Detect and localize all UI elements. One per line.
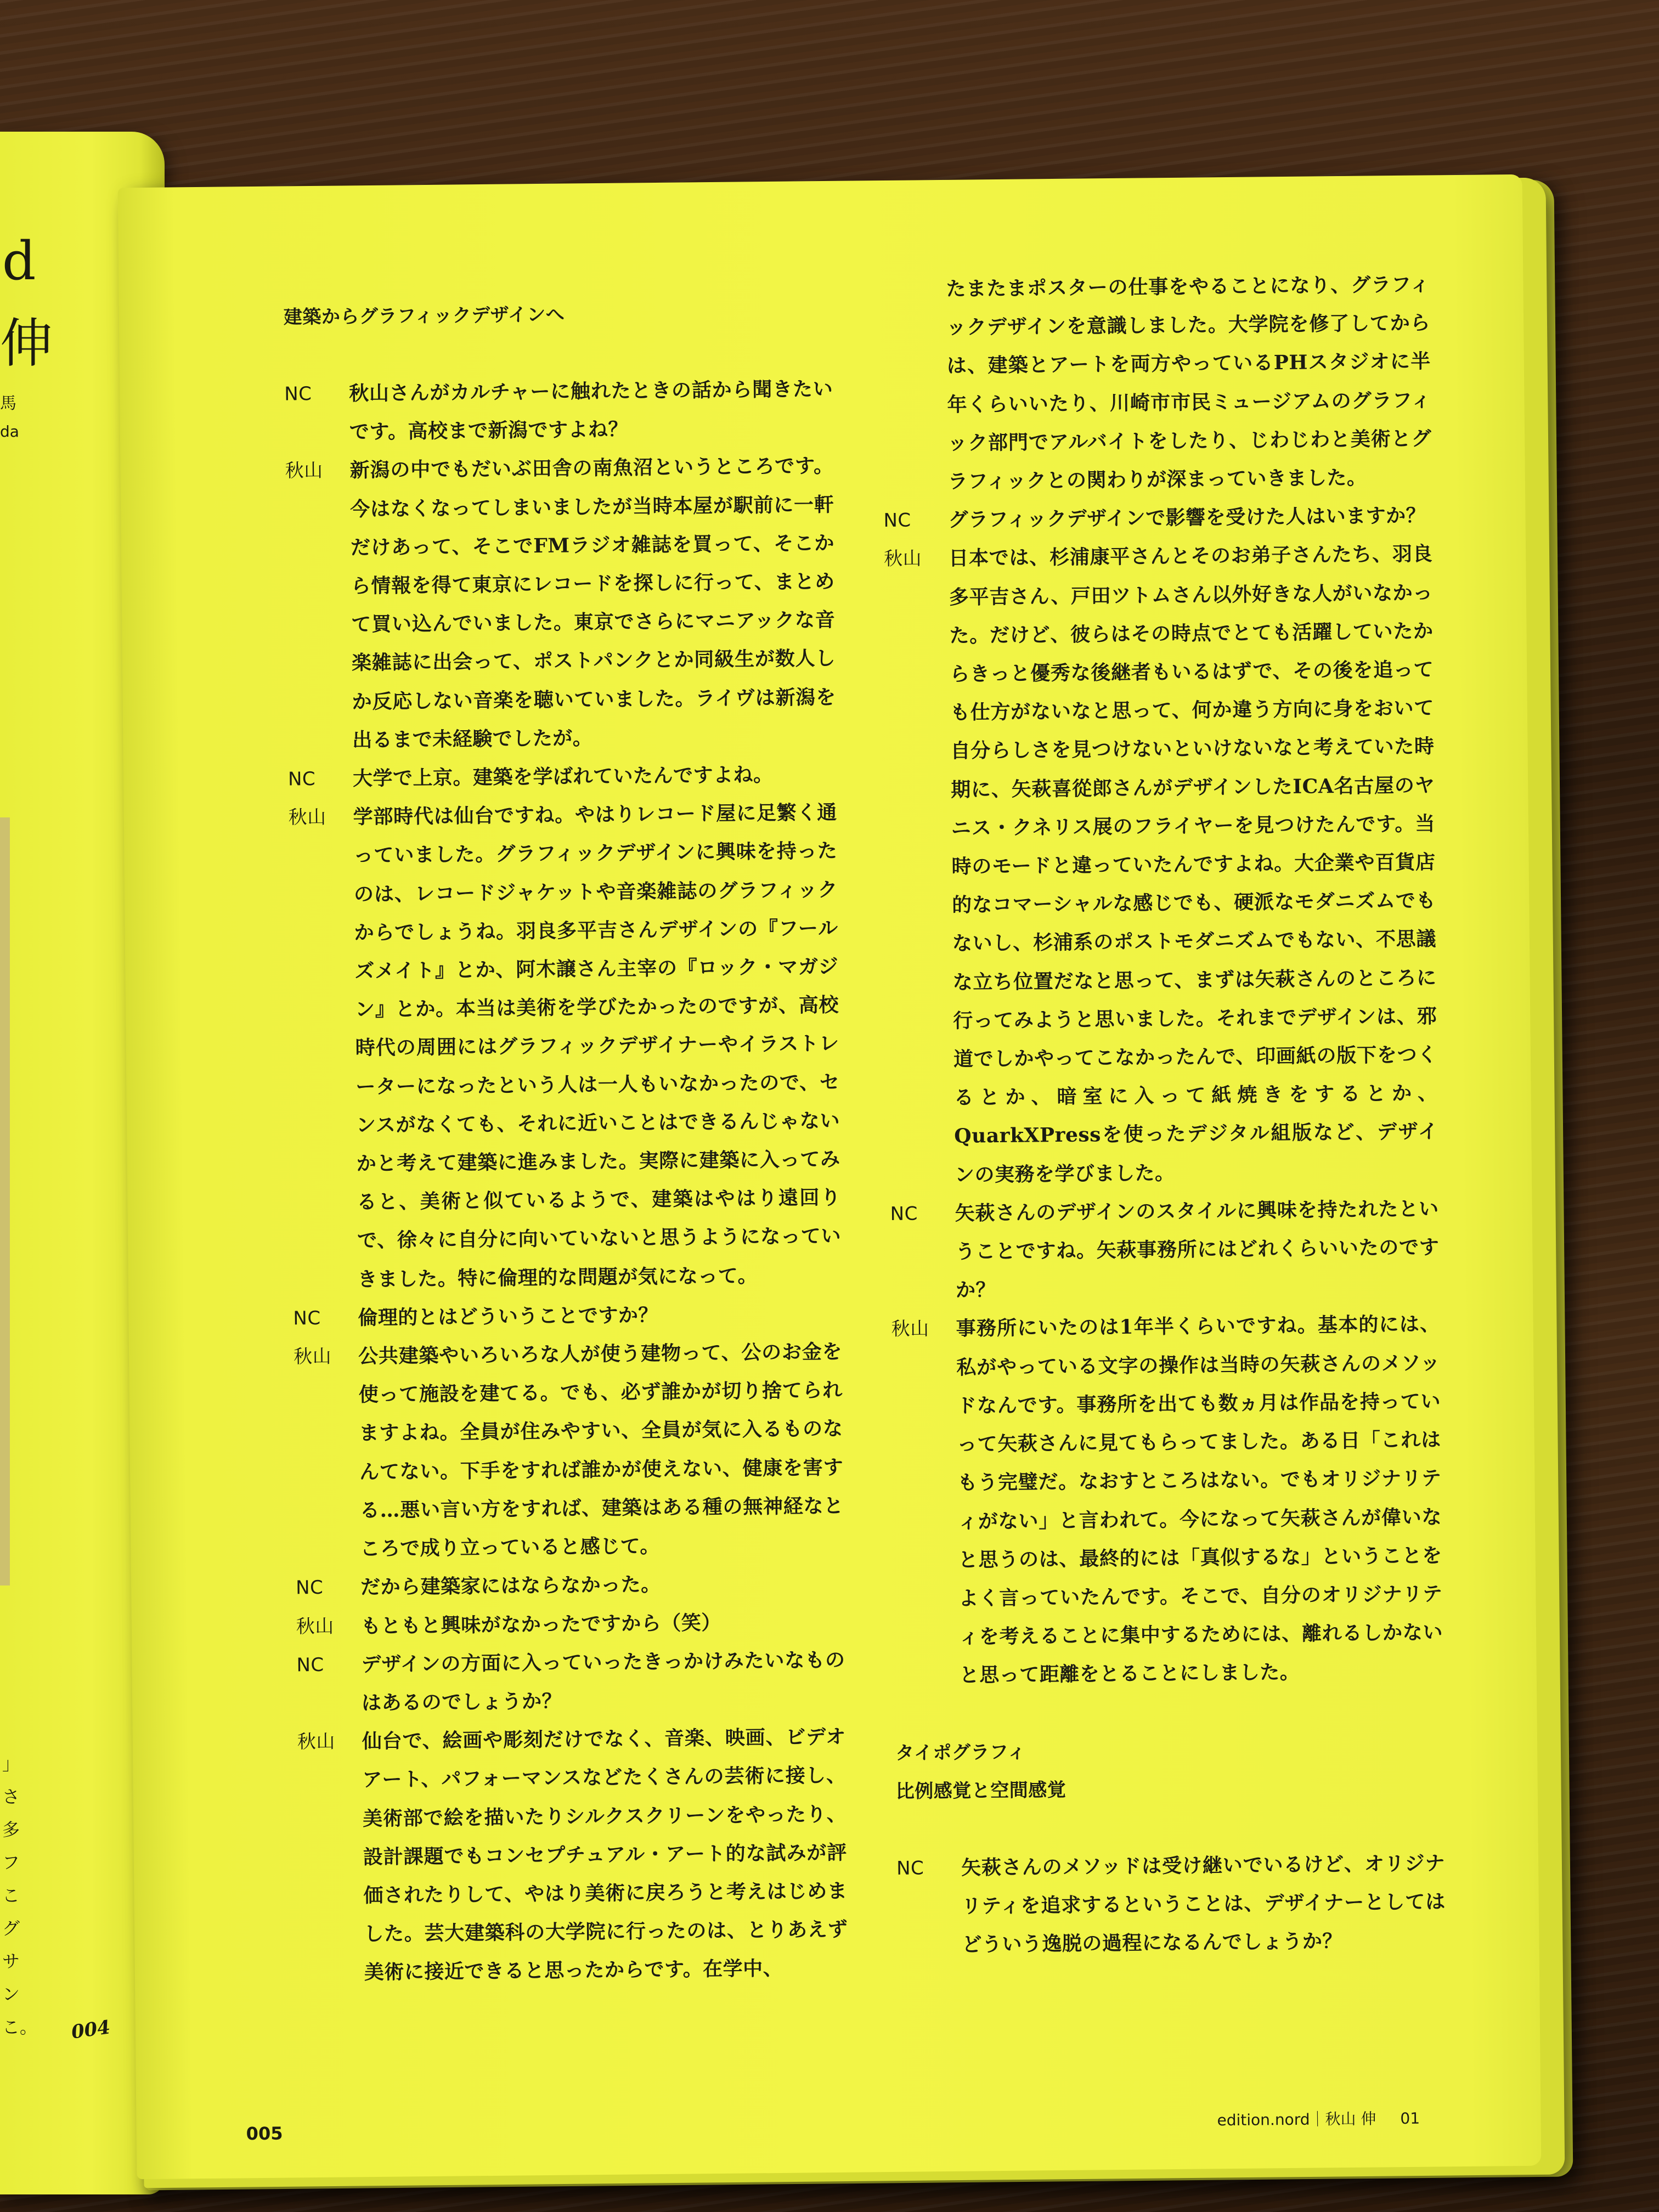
speech-text: 学部時代は仙台ですね。やはりレコード屋に足繁く通っていました。グラフィックデザインに興味を持ったのは、レコードジャケットや音楽雑誌のグラフィックからでしょうね。羽良多平吉さんデザインの『フールズメイト』とか、阿木譲さん主宰の『ロック・マガジン』とか。本当は美術を学びたかったのですが、高校時代の周囲にはグラフィックデザイナーやイラストレーターになったという人は一人もいなかったので、センスがなくても、それに近いことはできるんじゃないかと考えて建築に進みました。実際に建築に入ってみると、美術と似ているようで、建築はやはり遠回りで、徐々に自分に向いていないと思うようになっていきました。特に倫理的な問題が気になって。 [353, 801, 842, 1291]
running-head: edition.nord｜秋山 伸 [1217, 2109, 1376, 2130]
dialogue-turn [883, 496, 1432, 540]
speaker-label: 秋山 [288, 806, 326, 829]
running-footer [1217, 2107, 1420, 2131]
left-column [284, 293, 849, 1993]
section-number: 01 [1400, 2109, 1420, 2128]
left-fragment: フ [2, 1852, 20, 1873]
left-fragment: da [0, 422, 19, 441]
left-fragment: 」 [2, 1753, 20, 1774]
speech-text: グラフィックデザインで影響を受けた人はいますか？ [948, 504, 1426, 532]
left-fragment: d [2, 230, 36, 292]
dialogue-turn [296, 1640, 845, 1723]
dialogue-turn [891, 1305, 1443, 1696]
speaker-label: NC [295, 1577, 324, 1599]
section-heading: タイポグラフィ [895, 1741, 1026, 1764]
dialogue-turn [284, 370, 833, 452]
left-fragment: 伸 [0, 313, 53, 374]
dialogue-turn [896, 1844, 1446, 1965]
speaker-label: NC [890, 1203, 918, 1225]
section-heading: 建築からグラフィックデザインへ [283, 303, 565, 329]
speech-text: 矢萩さんのデザインのスタイルに興味を持たれたということですね。矢萩事務所にはどれくらいいたのですか？ [955, 1197, 1440, 1302]
section-gap [895, 1690, 1444, 1734]
left-page-folio: 004 [70, 2016, 112, 2044]
speech-text: だから建築家にはならなかった。 [360, 1573, 661, 1599]
section-gap [896, 1805, 1445, 1849]
speaker-label: NC [293, 1307, 321, 1330]
speaker-label: 秋山 [884, 548, 922, 571]
section-heading: 比例感覚と空間感覚 [895, 1779, 1066, 1803]
speaker-label: 秋山 [285, 460, 323, 482]
speech-text: 日本では、杉浦康平さんとそのお弟子さんたち、羽良多平吉さん、戸田ツトムさん以外好きな人がいなかった。だけど、彼らはその時点でとても活躍していたからきっと優秀な後継者もいるはずで、その後を追っても仕方がないなと思って、何か違う方向に身をおいて自分らしさを見つけないといけないなと考えていた時期に、矢萩喜從郎さんがデザインしたICA名古屋のヤニス・クネリス展のフライヤーを見つけたんです。当時のモードと違っていたんですよね。大企業や百貨店的なコマーシャルな感じでも、硬派なモダニズムでもないし、杉浦系のポストモダニズムでもない、不思議な立ち位置だなと思って、まずは矢萩さんのところに行ってみようと思いました。それまでデザインは、邪道でしかやってこなかったんで、印画紙の版下をつくるとか、暗室に入って紙焼きをするとか、QuarkXPressを使ったデジタル組版など、デザインの実務を学びました。 [948, 542, 1438, 1187]
speech-text: 秋山さんがカルチャーに触れたときの話から聞きたいです。高校まで新潟ですよね？ [349, 377, 833, 444]
speaker-label: 秋山 [296, 1615, 335, 1638]
speech-text: 事務所にいたのは1年半くらいですね。基本的には、私がやっている文字の操作は当時の矢萩さんのメソッドなんです。事務所を出ても数ヵ月は作品を持っていって矢萩さんに見てもらってました。ある日「これはもう完璧だ。なおすところはない。でもオリジナリティがない」と言われて。今になって矢萩さんが偉いなと思うのは、最終的には「真似するな」ということをよく言っていたんです。そこで、自分のオリジナリティを考えることに集中するためには、離れるしかないと思って距離をとることにしました。 [956, 1312, 1443, 1688]
speech-text: 仙台で、絵画や彫刻だけでなく、音楽、映画、ビデオアート、パフォーマンスなどたくさんの芸術に接し、美術部で絵を描いたりシルクスクリーンをやったり、設計課題でもコンセプチュアル・アート的な試みが評価されたりして、やはり美術に戻ろうと考えはじめました。芸大建築科の大学院に行ったのは、とりあえず美術に接近できると思ったからです。在学中、 [362, 1725, 848, 1984]
speaker-label: NC [287, 768, 316, 791]
dialogue-turn [884, 535, 1438, 1195]
speaker-label: NC [883, 509, 911, 532]
left-fragment: 多 [2, 1819, 20, 1840]
dialogue-turn [285, 447, 836, 760]
dialogue-turn [288, 755, 837, 799]
speaker-label: 秋山 [293, 1345, 332, 1368]
speech-text: もともと興味がなかったですから（笑） [360, 1611, 722, 1638]
left-fragment: こ。 [2, 2017, 38, 2038]
dialogue-turn [297, 1718, 849, 1993]
speaker-label: 秋山 [891, 1318, 929, 1341]
speech-text: デザインの方面に入っていったきっかけみたいなものはあるのでしょうか？ [361, 1648, 845, 1715]
page-number: 005 [246, 2123, 283, 2145]
speaker-label: NC [896, 1857, 924, 1880]
dialogue-continuation [881, 265, 1432, 501]
dialogue-turn [294, 1333, 844, 1569]
left-fragment: こ [2, 1885, 20, 1906]
left-fragment: ン [2, 1984, 20, 2005]
speech-text: 新潟の中でもだいぶ田舎の南魚沼というところです。今はなくなってしまいましたが当時本屋が駅前に一軒だけあって、そこでFMラジオ雑誌を買って、そこから情報を得て東京にレコードを探しに行って、まとめて買い込んでいました。東京でさらにマニアックな音楽雑誌に出会って、ポストパンクとか同級生が数人しか反応しない音楽を聴いていました。ライヴは新潟を出るまで未経験でしたが。 [349, 454, 836, 752]
speech-text: たまたまポスターの仕事をやることになり、グラフィックデザインを意識しました。大学院を修了してからは、建築とアートを両方やっているPHスタジオに半年くらいいたり、川崎市市民ミュージアムのグラフィック部門でアルバイトをしたり、じわじわと美術とグラフィックとの関わりが深まっていきました。 [946, 273, 1432, 493]
speaker-label: NC [284, 382, 312, 405]
left-fragment: 馬 [0, 394, 16, 413]
left-fragment: グ [2, 1918, 20, 1939]
speech-text: 大学で上京。建築を学ばれていたんですよね。 [352, 763, 774, 791]
dialogue-turn [296, 1602, 845, 1646]
speech-text: 矢萩さんのメソッドは受け継いでいるけど、オリジナリティを追求するということは、デザイナーとしてはどういう逸脱の過程になるんでしょうか？ [961, 1851, 1446, 1956]
speaker-label: NC [296, 1654, 324, 1677]
dialogue-turn [890, 1189, 1440, 1310]
dialogue-turn [296, 1564, 845, 1607]
right-column [881, 265, 1446, 1965]
speech-text: 公共建築やいろいろな人が使う建物って、公のお金を使って施設を建てる。でも、必ず誰かが切り捨てられますよね。全員が住みやすい、全員が気に入るものなんてない。下手をすれば誰かが使えない、健康を害する…悪い言い方をすれば、建築はある種の無神経なところで成り立っていると感じて。 [358, 1340, 844, 1561]
speaker-label: 秋山 [297, 1730, 336, 1753]
right-page [118, 174, 1542, 2179]
speech-text: 倫理的とはどういうことですか？ [358, 1303, 659, 1330]
dialogue-turn [293, 1294, 842, 1338]
left-fragment: サ [2, 1951, 20, 1972]
left-fragment: さ [2, 1786, 20, 1807]
dialogue-turn [288, 793, 842, 1299]
speaker-spacer [881, 270, 948, 501]
left-page-photo-edge [0, 817, 10, 1585]
